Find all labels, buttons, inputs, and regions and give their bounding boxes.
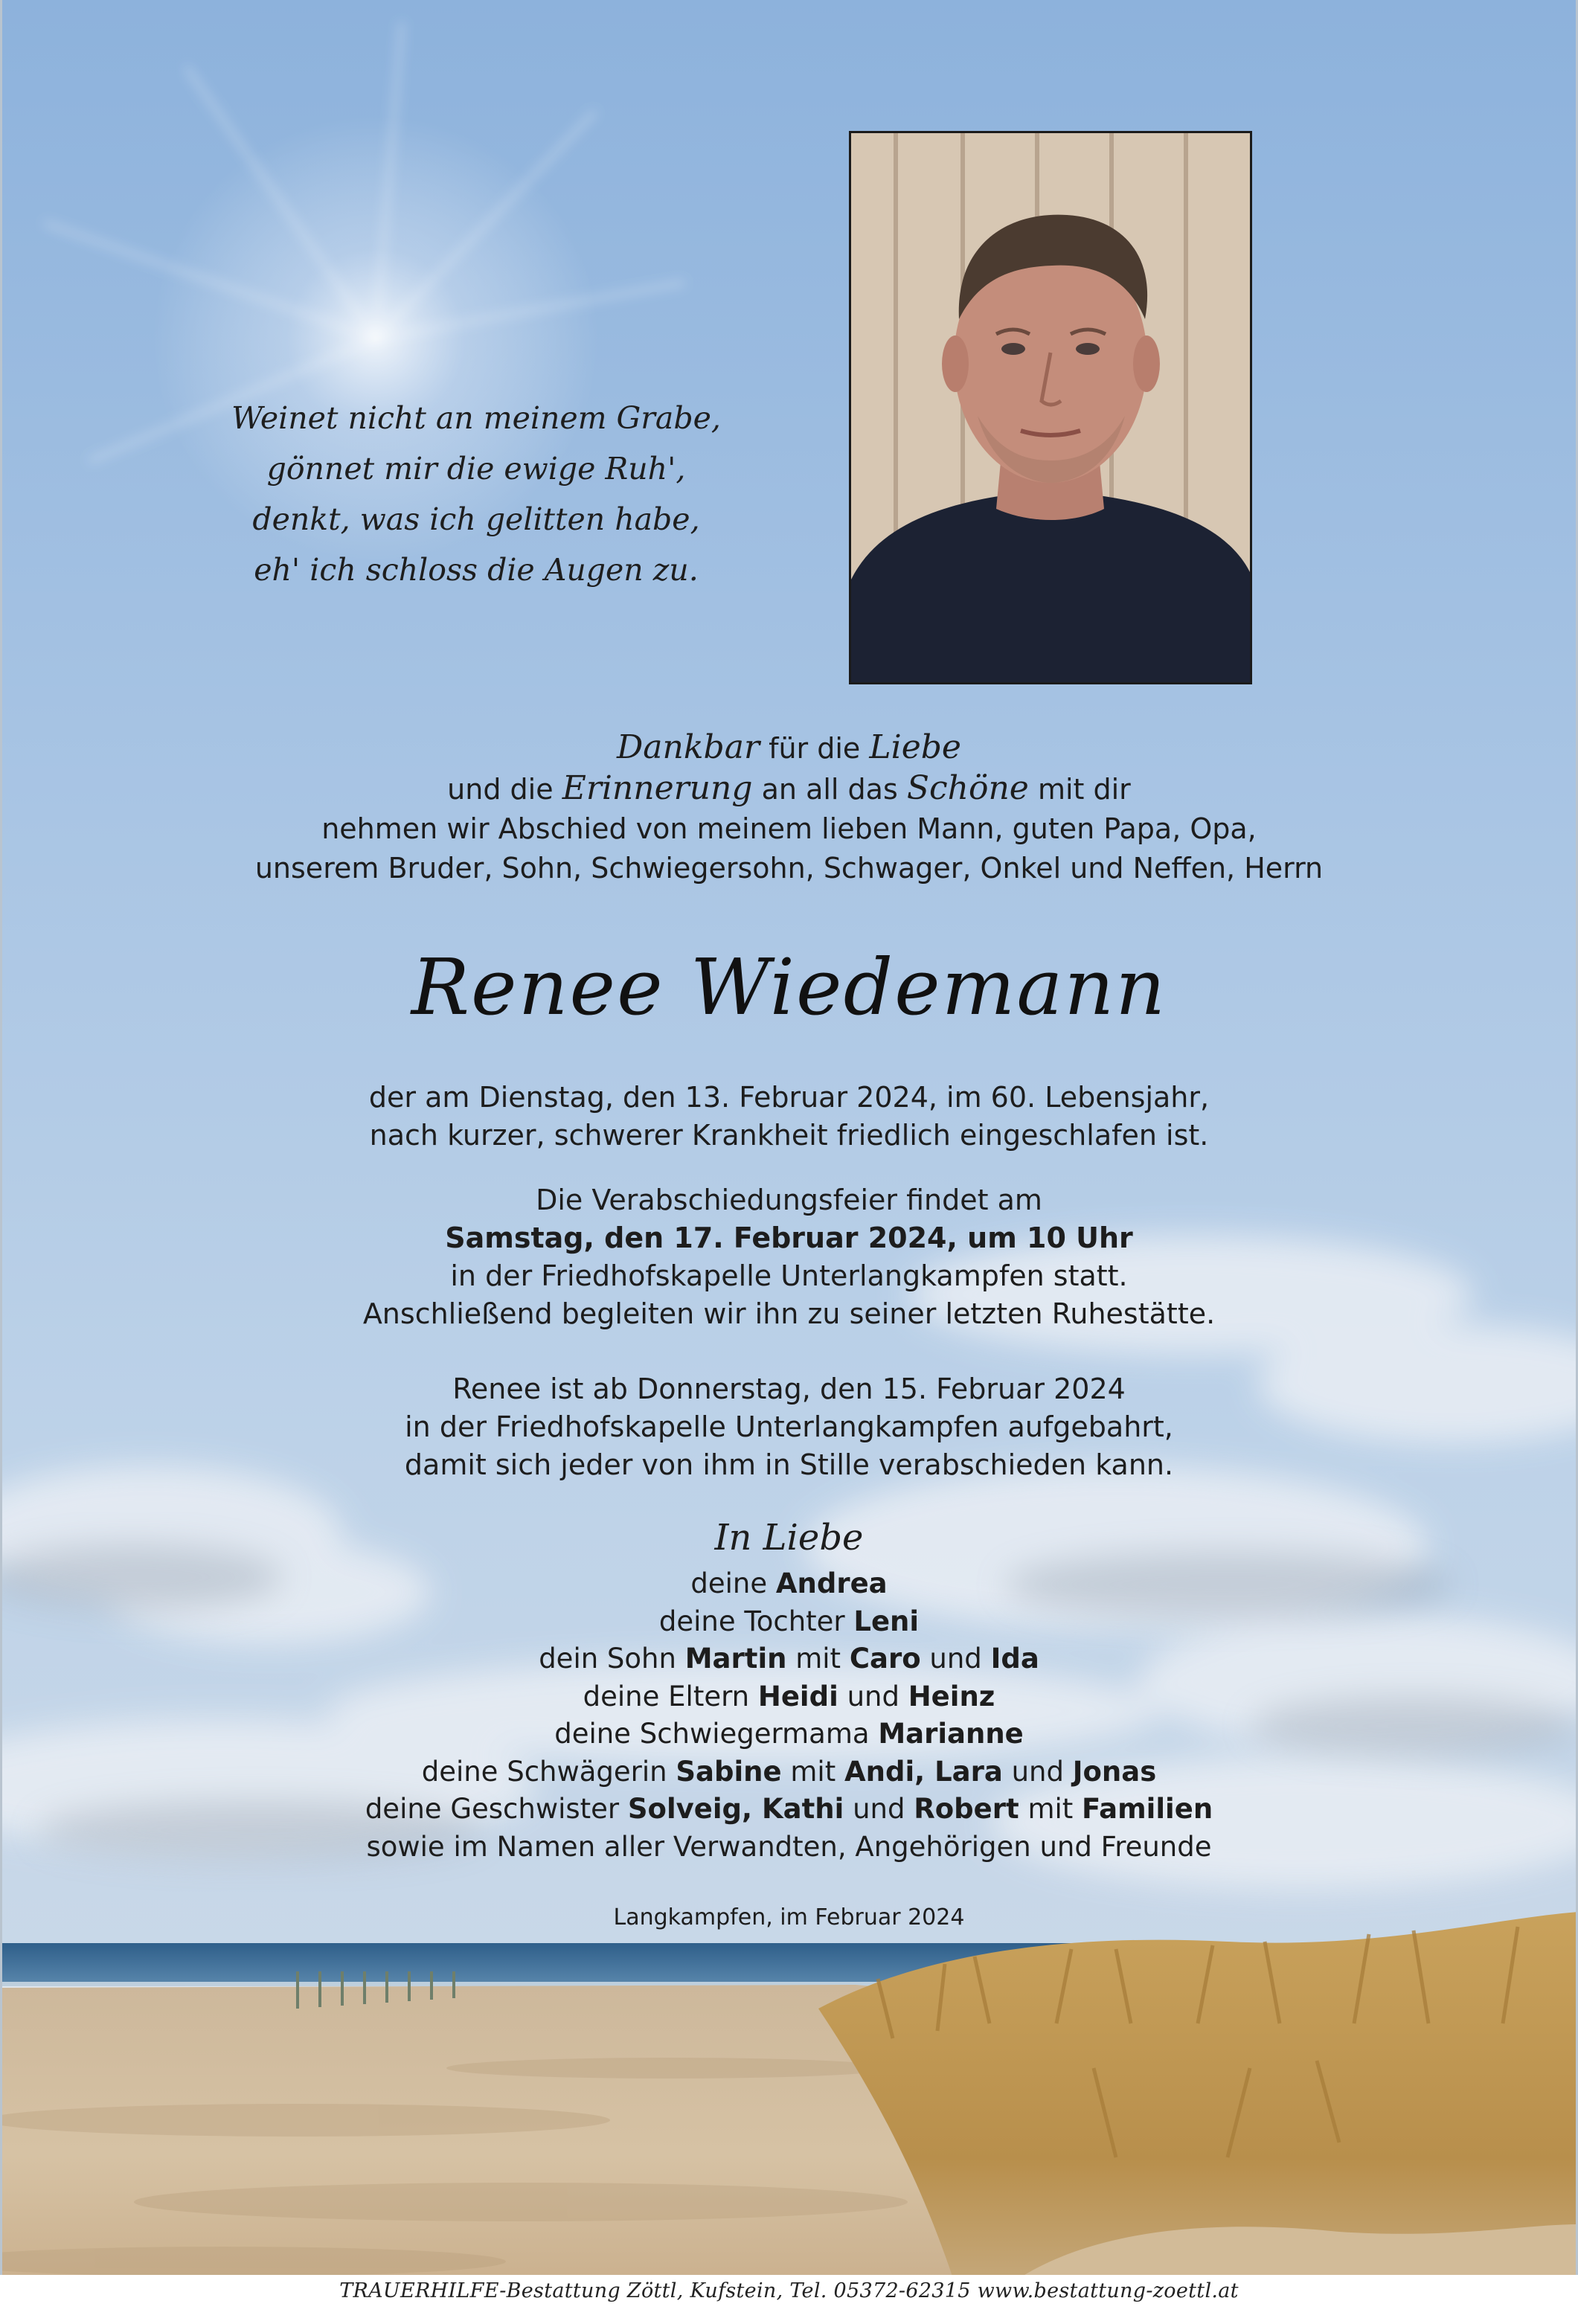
poem-line: denkt, was ich gelitten habe, bbox=[252, 501, 700, 537]
mourner-line bbox=[0, 1678, 1578, 1716]
service-line: in der Friedhofskapelle Unterlangkampfen statt. bbox=[450, 1259, 1128, 1292]
mourner-text: und bbox=[853, 1793, 905, 1825]
intro-word-liebe: Liebe bbox=[869, 728, 961, 766]
viewing-line: damit sich jeder von ihm in Stille verabschieden kann. bbox=[404, 1448, 1174, 1481]
mourner-text: deine Eltern bbox=[583, 1680, 750, 1712]
portrait-photo bbox=[849, 131, 1252, 684]
mourner-line bbox=[0, 1640, 1578, 1678]
mourner-line bbox=[0, 1791, 1578, 1829]
mourner-text: deine Geschwister bbox=[365, 1793, 620, 1825]
mourner-name: Leni bbox=[853, 1605, 920, 1637]
mourner-name: Sabine bbox=[676, 1755, 782, 1788]
viewing-details bbox=[0, 1370, 1578, 1484]
intro-text-segment: für die bbox=[769, 732, 861, 765]
mourner-text: dein Sohn bbox=[539, 1643, 676, 1675]
mourner-name: Jonas bbox=[1072, 1755, 1157, 1788]
mourner-name: Familien bbox=[1082, 1793, 1213, 1825]
death-line: nach kurzer, schwerer Krankheit friedlich eingeschlafen ist. bbox=[369, 1119, 1209, 1152]
service-line: Die Verabschiedungsfeier findet am bbox=[536, 1184, 1042, 1216]
deceased-name: Renee Wiedemann bbox=[411, 942, 1167, 1033]
mourner-name: Marianne bbox=[878, 1718, 1024, 1750]
mourner-line bbox=[0, 1565, 1578, 1603]
intro-text-segment: an all das bbox=[761, 773, 898, 806]
intro-line-1 bbox=[0, 728, 1578, 768]
mourner-name: Andi, Lara bbox=[844, 1755, 1003, 1788]
mourner-text: mit bbox=[790, 1755, 836, 1788]
mourner-text: und bbox=[847, 1680, 899, 1712]
service-details bbox=[0, 1181, 1578, 1333]
mourners-list bbox=[0, 1565, 1578, 1866]
mourner-line: sowie im Namen aller Verwandten, Angehörigen und Freunde bbox=[366, 1830, 1212, 1863]
poem-line: Weinet nicht an meinem Grabe, bbox=[231, 400, 721, 436]
mourner-text: mit bbox=[1027, 1793, 1074, 1825]
intro-word-erinnerung: Erinnerung bbox=[562, 769, 753, 807]
mourner-text: und bbox=[929, 1643, 982, 1675]
mourner-name: Caro bbox=[849, 1643, 921, 1675]
mourner-name: Andrea bbox=[775, 1567, 888, 1599]
viewing-line: Renee ist ab Donnerstag, den 15. Februar 2024 bbox=[452, 1373, 1126, 1405]
intro-line-2 bbox=[0, 768, 1578, 809]
service-date bbox=[0, 1219, 1578, 1257]
mourner-name: Solveig, Kathi bbox=[627, 1793, 844, 1825]
service-line: Anschließend begleiten wir ihn zu seiner letzten Ruhestätte. bbox=[362, 1297, 1216, 1330]
mourner-name: Heinz bbox=[908, 1680, 995, 1712]
intro-text-segment: und die bbox=[447, 773, 554, 806]
mourner-text: deine bbox=[690, 1567, 768, 1599]
intro-word-schoene: Schöne bbox=[906, 769, 1029, 807]
memorial-poem bbox=[179, 393, 774, 595]
mourner-line bbox=[0, 1753, 1578, 1791]
intro-line-3: nehmen wir Abschied von meinem lieben Mann, guten Papa, Opa, bbox=[321, 812, 1257, 845]
intro-line-4: unserem Bruder, Sohn, Schwiegersohn, Schwager, Onkel und Neffen, Herrn bbox=[254, 852, 1324, 885]
intro-word-dankbar: Dankbar bbox=[617, 728, 760, 766]
mourners-heading: In Liebe bbox=[714, 1517, 864, 1559]
mourner-line bbox=[0, 1715, 1578, 1753]
viewing-line: in der Friedhofskapelle Unterlangkampfen aufgebahrt, bbox=[405, 1410, 1173, 1443]
mourner-name: Martin bbox=[684, 1643, 787, 1675]
mourner-text: deine Tochter bbox=[658, 1605, 845, 1637]
funeral-home-footer: TRAUERHILFE-Bestattung Zöttl, Kufstein, Tel. 05372-62315 www.bestattung-zoettl.at bbox=[339, 2279, 1239, 2302]
mourner-text: deine Schwiegermama bbox=[554, 1718, 870, 1750]
mourner-name: Robert bbox=[914, 1793, 1019, 1825]
frame-border-left bbox=[0, 0, 2, 2275]
mourner-text: mit bbox=[795, 1643, 841, 1675]
mourner-name: Ida bbox=[990, 1643, 1039, 1675]
poem-line: gönnet mir die ewige Ruh', bbox=[266, 451, 686, 487]
mourner-text: deine Schwägerin bbox=[421, 1755, 667, 1788]
mourner-line bbox=[0, 1603, 1578, 1641]
mourner-name: Heidi bbox=[757, 1680, 838, 1712]
place-date: Langkampfen, im Februar 2024 bbox=[613, 1904, 965, 1930]
intro-text bbox=[0, 728, 1578, 888]
poem-line: eh' ich schloss die Augen zu. bbox=[254, 552, 699, 588]
death-notice bbox=[0, 1079, 1578, 1155]
mourner-text: und bbox=[1011, 1755, 1064, 1788]
intro-text-segment: mit dir bbox=[1037, 773, 1131, 806]
death-line: der am Dienstag, den 13. Februar 2024, im 60. Lebensjahr, bbox=[368, 1081, 1210, 1114]
service-date-text: Samstag, den 17. Februar 2024, um 10 Uhr bbox=[445, 1222, 1133, 1254]
